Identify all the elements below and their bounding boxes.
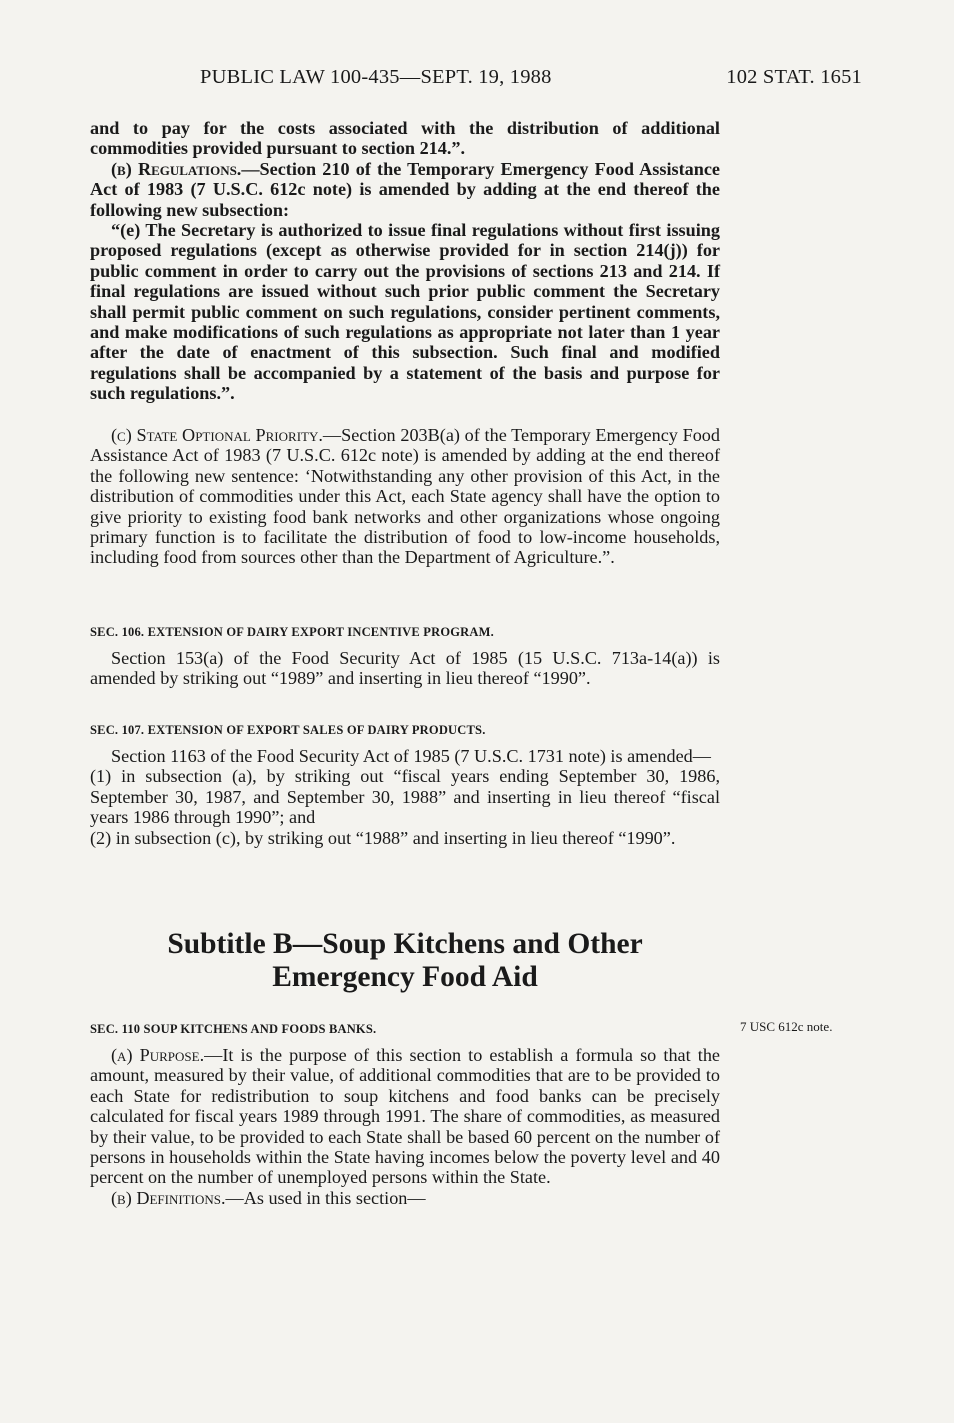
section-110-heading: SEC. 110 SOUP KITCHENS AND FOODS BANKS. xyxy=(90,1022,377,1036)
subtitle-heading xyxy=(90,928,720,994)
section-106 xyxy=(90,622,720,642)
section-110 xyxy=(90,1019,720,1039)
subsection-b-label: (b) Regulations. xyxy=(111,158,242,179)
subtitle-line-1: Subtitle B—Soup Kitchens and Other xyxy=(167,928,643,960)
header-stat-page: 102 STAT. 1651 xyxy=(726,66,862,88)
subtitle-line-2: Emergency Food Aid xyxy=(272,961,538,993)
subsection-a-text: —It is the purpose of this section to establish a formula so that the amount, measured by their value, of additional commodities that are to be provided to each State for redistribution to soup kitchens and food banks can be precisely calculated for fiscal years 1989 through 1991. The share of commodities, as measured by their value, to be provided to each State shall be based 60 percent on the number of persons in households within the State having incomes below the poverty level and 40 percent on the number of unemployed persons within the State. xyxy=(90,1045,720,1188)
section-107 xyxy=(90,720,720,740)
subsection-b-text: —Section 210 of the Temporary Emergency Food Assistance Act of 1983 (7 U.S.C. 612c note) is amended by adding at the end thereof the following new subsection: xyxy=(90,158,720,220)
subsection-c-label: (c) State Optional Priority. xyxy=(111,425,323,445)
new-subsection-e: “(e) The Secretary is authorized to issue final regulations without first issuing proposed regulations (except as otherwise provided for in section 214(j)) for public comment in order to carry out the provisions of sections 213 and 214. If final regulations are issued without such prior public comment the Secretary shall permit public comment on such regulations, consider pertinent comments, and make modifications of such regulations as appropriate not later than 1 year after the date of enactment of this subsection. Such final and modified regulations shall be accompanied by a statement of the basis and purpose for such regulations.”. xyxy=(90,220,720,404)
header-law-citation: PUBLIC LAW 100-435—SEPT. 19, 1988 xyxy=(200,66,552,88)
definitions-label: (b) Definitions. xyxy=(111,1187,226,1208)
section-107-heading: SEC. 107. EXTENSION OF EXPORT SALES OF DAIRY PRODUCTS. xyxy=(90,723,486,737)
block-regulations xyxy=(90,118,720,404)
section-106-text: Section 153(a) of the Food Security Act of 1985 (15 U.S.C. 713a-14(a)) is amended by striking out “1989” and inserting in lieu thereof “1990”. xyxy=(90,648,720,689)
section-107-text: Section 1163 of the Food Security Act of 1985 (7 U.S.C. 1731 note) is amended— xyxy=(111,746,711,766)
subsection-b-regulations xyxy=(90,159,720,220)
subsection-a-label: (a) Purpose. xyxy=(111,1045,205,1065)
subsection-c-state-priority xyxy=(90,425,720,568)
section-106-heading: SEC. 106. EXTENSION OF DAIRY EXPORT INCENTIVE PROGRAM. xyxy=(90,625,494,639)
definitions-text: —As used in this section— xyxy=(225,1187,426,1208)
subsection-c-text: —Section 203B(a) of the Temporary Emergency Food Assistance Act of 1983 (7 U.S.C. 612c note) is amended by adding at the end thereof the following new sentence: ‘Notwithstanding any other provision of this Act, in the distribution of commodities under this Act, each State agency shall have the option to give priority to existing food bank networks and other organizations whose ongoing primary function is to facilitate the distribution of food to low-income households, including food from sources other than the Department of Agriculture.”. xyxy=(90,425,720,568)
section-107-item-1: (1) in subsection (a), by striking out “fiscal years ending September 30, 1986, September 30, 1987, and September 30, 1988” and inserting in lieu thereof “fiscal years 1986 through 1990”; and xyxy=(90,766,720,828)
margin-note: 7 USC 612c note. xyxy=(740,1019,833,1034)
continued-paragraph: and to pay for the costs associated with the distribution of additional commodities provided pursuant to section 214.”. xyxy=(90,118,720,159)
subsection-a-purpose xyxy=(90,1045,720,1188)
section-107-body xyxy=(90,746,720,848)
subsection-b-definitions xyxy=(90,1188,720,1208)
block-state-priority xyxy=(90,425,720,568)
section-106-body xyxy=(90,648,720,689)
section-107-item-2: (2) in subsection (c), by striking out “1988” and inserting in lieu thereof “1990”. xyxy=(90,827,676,848)
section-110-body xyxy=(90,1045,720,1208)
